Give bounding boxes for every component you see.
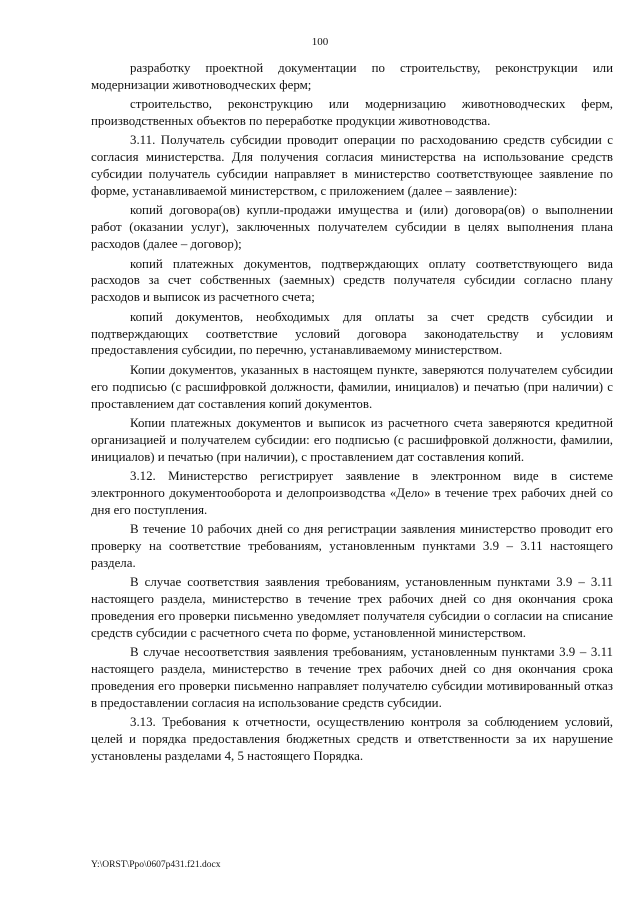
paragraph: Копии платежных документов и выписок из расчетного счета заверяются кредитной организацией и получателем субсидии: его подписью (с расшифровкой должности, фамилии, инициалов) и печатью (при наличии), с проставлением дат составления копий. bbox=[91, 415, 613, 464]
footer-file-path: Y:\ORST\Ppo\0607p431.f21.docx bbox=[91, 860, 221, 870]
paragraph: Копии документов, указанных в настоящем пункте, заверяются получателем субсидии его подписью (с расшифровкой должности, фамилии, инициалов) и печатью (при наличии) с проставлением дат составления копий документов. bbox=[91, 362, 613, 411]
paragraph: 3.13. Требования к отчетности, осуществлению контроля за соблюдением условий, целей и порядка предоставления бюджетных средств и ответственности за их нарушение установлены разделами 4, 5 настоящего Порядка. bbox=[91, 715, 613, 764]
paragraph: копий документов, необходимых для оплаты за счет средств субсидии и подтверждающих соответствие условий договора законодательству и условиям предоставления субсидии, по перечню, устанавливаемому министерством. bbox=[91, 309, 613, 358]
paragraph: 3.11. Получатель субсидии проводит операции по расходованию средств субсидии с согласия министерства. Для получения согласия министерства на использование средств субсидии получатель субсидии направляет в министерство соответствующее заявление по форме, устанавливаемой министерством, с приложением (далее – заявление): bbox=[91, 133, 613, 199]
paragraph: В течение 10 рабочих дней со дня регистрации заявления министерство проводит его проверку на соответствие требованиям, установленным пунктами 3.9 – 3.11 настоящего раздела. bbox=[91, 522, 613, 570]
paragraph: 3.12. Министерство регистрирует заявление в электронном виде в системе электронного документооборота и делопроизводства «Дело» в течение трех рабочих дней со дня его поступления. bbox=[91, 468, 613, 517]
paragraph: разработку проектной документации по строительству, реконструкции или модернизации животноводческих ферм; bbox=[91, 61, 613, 92]
paragraph: копий договора(ов) купли-продажи имущества и (или) договора(ов) о выполнении работ (оказании услуг), заключенных получателем субсидии в целях выполнения плана расходов (далее – договор); bbox=[91, 203, 613, 252]
page-number: 100 bbox=[311, 36, 329, 48]
document-body bbox=[91, 60, 613, 767]
paragraph: строительство, реконструкцию или модернизацию животноводческих ферм, производственных объектов по переработке продукции животноводства. bbox=[91, 97, 613, 129]
paragraph: В случае соответствия заявления требованиям, установленным пунктами 3.9 – 3.11 настоящего раздела, министерство в течение трех рабочих дней со дня окончания срока проведения его проверки письменно уведомляет получателя субсидии о согласии на списание средств субсидии с расчетного счета по форме, установленной министерством. bbox=[91, 575, 613, 640]
paragraph: В случае несоответствия заявления требованиям, установленным пунктами 3.9 – 3.11 настоящего раздела, министерство в течение трех рабочих дней со дня окончания срока проведения его проверки письменно направляет получателю субсидии мотивированный отказ в предоставлении согласия на использование средств субсидии. bbox=[91, 645, 613, 710]
paragraph: копий платежных документов, подтверждающих оплату соответствующего вида расходов за счет собственных (заемных) средств получателя субсидии согласно плану расходов и выписок из расчетного счета; bbox=[91, 256, 613, 305]
